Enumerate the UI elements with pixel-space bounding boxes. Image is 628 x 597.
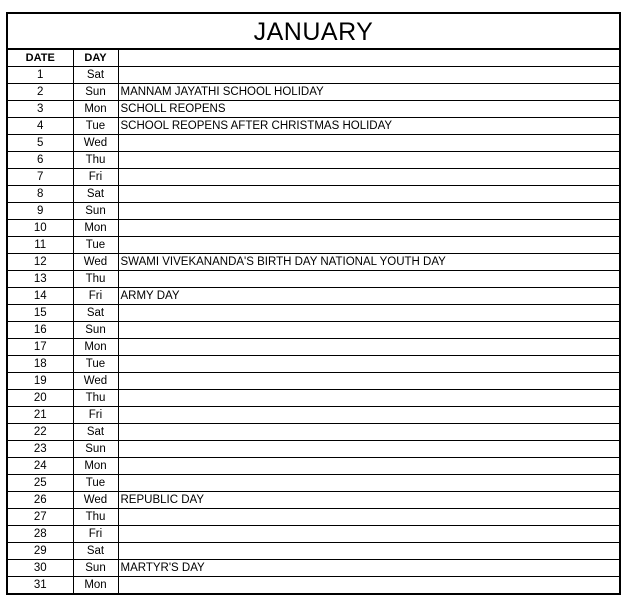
event-cell <box>118 424 619 441</box>
day-cell: Fri <box>73 407 118 424</box>
day-cell: Fri <box>73 288 118 305</box>
date-cell: 17 <box>8 339 73 356</box>
event-column-header <box>118 50 619 67</box>
event-cell <box>118 475 619 492</box>
event-cell <box>118 67 619 84</box>
day-cell: Sun <box>73 203 118 220</box>
day-column-header: DAY <box>73 50 118 67</box>
day-cell: Fri <box>73 526 118 543</box>
event-cell <box>118 373 619 390</box>
table-row <box>8 373 619 390</box>
event-cell: REPUBLIC DAY <box>118 492 619 509</box>
day-cell: Thu <box>73 271 118 288</box>
table-row <box>8 543 619 560</box>
date-cell: 29 <box>8 543 73 560</box>
table-row <box>8 254 619 271</box>
day-cell: Sun <box>73 84 118 101</box>
date-cell: 26 <box>8 492 73 509</box>
table-row <box>8 203 619 220</box>
event-cell: SCHOLL REOPENS <box>118 101 619 118</box>
date-cell: 21 <box>8 407 73 424</box>
day-cell: Thu <box>73 390 118 407</box>
day-cell: Tue <box>73 237 118 254</box>
date-cell: 16 <box>8 322 73 339</box>
event-cell <box>118 220 619 237</box>
table-row <box>8 475 619 492</box>
date-cell: 11 <box>8 237 73 254</box>
event-cell <box>118 203 619 220</box>
day-cell: Tue <box>73 475 118 492</box>
event-cell: SWAMI VIVEKANANDA'S BIRTH DAY NATIONAL YOUTH DAY <box>118 254 619 271</box>
day-cell: Wed <box>73 492 118 509</box>
table-row <box>8 118 619 135</box>
table-row <box>8 186 619 203</box>
table-row <box>8 407 619 424</box>
event-cell <box>118 390 619 407</box>
date-cell: 5 <box>8 135 73 152</box>
event-cell <box>118 135 619 152</box>
day-cell: Thu <box>73 509 118 526</box>
table-row <box>8 509 619 526</box>
day-cell: Thu <box>73 152 118 169</box>
month-title: JANUARY <box>8 14 619 50</box>
date-column-header: DATE <box>8 50 73 67</box>
day-cell: Sun <box>73 441 118 458</box>
table-row <box>8 84 619 101</box>
event-cell <box>118 577 619 594</box>
table-row <box>8 390 619 407</box>
table-row <box>8 135 619 152</box>
date-cell: 28 <box>8 526 73 543</box>
day-cell: Mon <box>73 101 118 118</box>
date-cell: 10 <box>8 220 73 237</box>
date-cell: 24 <box>8 458 73 475</box>
event-cell <box>118 339 619 356</box>
date-cell: 30 <box>8 560 73 577</box>
date-cell: 6 <box>8 152 73 169</box>
table-row <box>8 441 619 458</box>
table-row <box>8 560 619 577</box>
date-cell: 15 <box>8 305 73 322</box>
event-cell <box>118 458 619 475</box>
event-cell <box>118 305 619 322</box>
event-cell <box>118 237 619 254</box>
event-cell <box>118 152 619 169</box>
header-row <box>8 50 619 67</box>
calendar-sheet <box>6 12 621 595</box>
date-cell: 31 <box>8 577 73 594</box>
date-cell: 27 <box>8 509 73 526</box>
event-cell <box>118 322 619 339</box>
date-cell: 14 <box>8 288 73 305</box>
table-row <box>8 237 619 254</box>
table-row <box>8 220 619 237</box>
date-cell: 25 <box>8 475 73 492</box>
day-cell: Mon <box>73 339 118 356</box>
date-cell: 19 <box>8 373 73 390</box>
table-row <box>8 271 619 288</box>
date-cell: 23 <box>8 441 73 458</box>
day-cell: Sat <box>73 67 118 84</box>
table-row <box>8 526 619 543</box>
calendar-rows <box>8 67 619 594</box>
day-cell: Sat <box>73 305 118 322</box>
date-cell: 8 <box>8 186 73 203</box>
day-cell: Sun <box>73 322 118 339</box>
table-row <box>8 169 619 186</box>
event-cell <box>118 526 619 543</box>
table-row <box>8 458 619 475</box>
event-cell: SCHOOL REOPENS AFTER CHRISTMAS HOLIDAY <box>118 118 619 135</box>
day-cell: Sat <box>73 424 118 441</box>
table-row <box>8 322 619 339</box>
table-row <box>8 492 619 509</box>
event-cell <box>118 356 619 373</box>
day-cell: Fri <box>73 169 118 186</box>
date-cell: 18 <box>8 356 73 373</box>
table-row <box>8 577 619 594</box>
event-cell: ARMY DAY <box>118 288 619 305</box>
day-cell: Sat <box>73 543 118 560</box>
day-cell: Sat <box>73 186 118 203</box>
event-cell <box>118 186 619 203</box>
calendar-table <box>8 50 619 593</box>
date-cell: 4 <box>8 118 73 135</box>
day-cell: Tue <box>73 356 118 373</box>
event-cell <box>118 509 619 526</box>
day-cell: Wed <box>73 254 118 271</box>
day-cell: Wed <box>73 135 118 152</box>
event-cell <box>118 169 619 186</box>
event-cell <box>118 441 619 458</box>
day-cell: Mon <box>73 458 118 475</box>
day-cell: Sun <box>73 560 118 577</box>
table-row <box>8 305 619 322</box>
event-cell: MARTYR'S DAY <box>118 560 619 577</box>
table-row <box>8 288 619 305</box>
table-row <box>8 67 619 84</box>
event-cell <box>118 543 619 560</box>
event-cell <box>118 271 619 288</box>
date-cell: 9 <box>8 203 73 220</box>
event-cell: MANNAM JAYATHI SCHOOL HOLIDAY <box>118 84 619 101</box>
table-row <box>8 424 619 441</box>
date-cell: 13 <box>8 271 73 288</box>
date-cell: 1 <box>8 67 73 84</box>
day-cell: Mon <box>73 577 118 594</box>
table-row <box>8 356 619 373</box>
event-cell <box>118 407 619 424</box>
date-cell: 3 <box>8 101 73 118</box>
table-row <box>8 152 619 169</box>
table-row <box>8 101 619 118</box>
date-cell: 20 <box>8 390 73 407</box>
day-cell: Tue <box>73 118 118 135</box>
day-cell: Mon <box>73 220 118 237</box>
date-cell: 7 <box>8 169 73 186</box>
date-cell: 2 <box>8 84 73 101</box>
date-cell: 22 <box>8 424 73 441</box>
date-cell: 12 <box>8 254 73 271</box>
table-row <box>8 339 619 356</box>
day-cell: Wed <box>73 373 118 390</box>
